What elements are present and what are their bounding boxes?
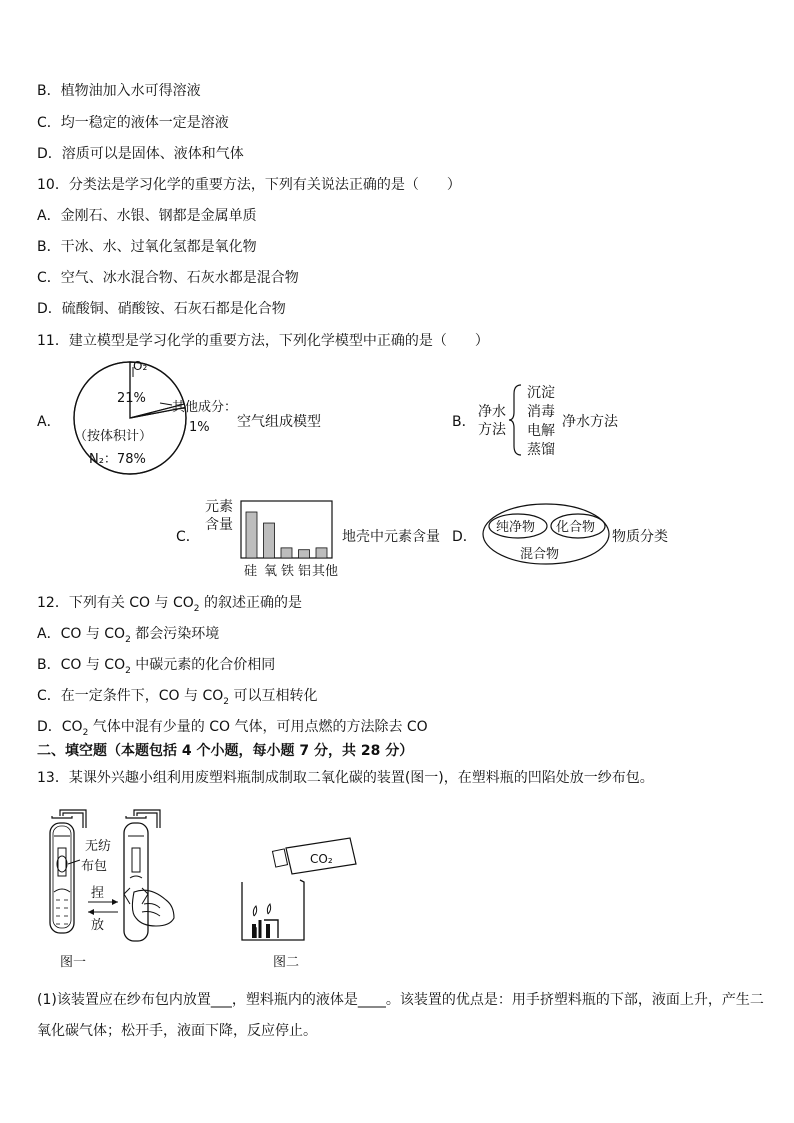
purify-caption: 净水方法 xyxy=(562,414,618,430)
n2-label: N₂：78% xyxy=(89,452,146,467)
figure-2-label: 图二 xyxy=(273,955,300,970)
crust-tick-label-1: 氧 xyxy=(264,564,278,579)
q9-option-b: B．植物油加入水可得溶液 xyxy=(37,83,201,99)
crust-tick-label-3: 铝 xyxy=(298,564,312,579)
crust-ylabel-2: 含量 xyxy=(205,517,233,533)
apparatus-figures xyxy=(30,808,390,973)
purify-label-1: 净水 xyxy=(478,404,506,420)
purify-item-1: 沉淀 xyxy=(527,385,555,401)
q11-option-b-letter: B． xyxy=(452,414,476,430)
squeeze-label: 捏 xyxy=(91,886,105,901)
q13-stem: 13．某课外兴趣小组利用废塑料瓶制成制取二氧化碳的装置(图一)，在塑料瓶的凹陷处放一纱布包。 xyxy=(37,770,654,786)
air-composition-pie xyxy=(60,355,260,475)
q10-option-a: A．金刚石、水银、钢都是金属单质 xyxy=(37,208,257,224)
pure-substance-label: 纯净物 xyxy=(496,520,536,535)
q12-option-a: A．CO 与 $CO_2$ 都会污染环境 xyxy=(37,626,220,645)
q11-option-d-letter: D． xyxy=(452,529,477,545)
q10-option-b: B．干冰、水、过氧化氢都是氧化物 xyxy=(37,239,257,255)
o2-percent: 21% xyxy=(117,391,146,406)
crust-bar-1 xyxy=(264,523,275,558)
q11-option-c-letter: C． xyxy=(176,529,200,545)
crust-bar-2 xyxy=(281,548,292,558)
hand xyxy=(132,890,174,926)
by-volume-label: （按体积计） xyxy=(74,429,153,444)
q12-option-c: C．在一定条件下，CO 与 $CO_2$ 可以互相转化 xyxy=(37,688,318,707)
substance-classification xyxy=(480,500,615,570)
purify-item-2: 消毒 xyxy=(527,404,555,420)
crust-tick-label-4: 其他 xyxy=(312,564,339,579)
figure-2-beaker xyxy=(242,880,304,940)
q9-option-c: C．均一稳定的液体一定是溶液 xyxy=(37,115,229,131)
q10-option-d: D．硫酸铜、硝酸铵、石灰石都是化合物 xyxy=(37,301,286,317)
crust-caption: 地壳中元素含量 xyxy=(342,529,440,545)
q10-option-c: C．空气、冰水混合物、石灰水都是混合物 xyxy=(37,270,299,286)
q13-part-1-line-2: 氧化碳气体；松开手，液面下降，反应停止。 xyxy=(37,1023,317,1039)
mixture-label: 混合物 xyxy=(520,547,560,562)
crust-tick-label-2: 铁 xyxy=(281,564,295,579)
other-label: 其他成分： xyxy=(172,400,238,415)
q12-option-b: B．CO 与 $CO_2$ 中碳元素的化合价相同 xyxy=(37,657,276,676)
o2-label: O₂ xyxy=(133,359,148,373)
other-percent: 1% xyxy=(189,420,210,435)
co2-bottle xyxy=(272,838,356,874)
other-leader-line xyxy=(160,403,172,405)
q13-part-1-line-1: (1)该装置应在纱布包内放置___，塑料瓶内的液体是____。该装置的优点是：用手挤塑料瓶的下部，液面上升，产生二 xyxy=(37,992,764,1008)
q9-option-d: D．溶质可以是固体、液体和气体 xyxy=(37,146,244,162)
bag-label-2: 布包 xyxy=(81,859,108,874)
crust-bar-0 xyxy=(246,512,257,558)
classification-caption: 物质分类 xyxy=(612,529,668,545)
release-label: 放 xyxy=(91,918,105,933)
co2-bottle-label: CO₂ xyxy=(310,852,333,866)
figure-1-label: 图一 xyxy=(60,955,87,970)
crust-ylabel-1: 元素 xyxy=(205,499,233,515)
q12-option-d: D．$CO_2$ 气体中混有少量的 CO 气体，可用点燃的方法除去 CO xyxy=(37,719,428,738)
compound-label: 化合物 xyxy=(556,520,596,535)
air-model-caption: 空气组成模型 xyxy=(237,414,321,430)
crust-tick-label-0: 硅 xyxy=(244,564,258,579)
crust-bar-3 xyxy=(299,550,310,558)
q11-option-a-letter: A． xyxy=(37,414,61,430)
section-2-heading: 二、填空题（本题包括 4 个小题，每小题 7 分，共 28 分） xyxy=(37,743,414,759)
purify-item-4: 蒸馏 xyxy=(527,442,555,458)
figure-1-squeezed-tube xyxy=(124,810,174,941)
q10-stem: 10．分类法是学习化学的重要方法，下列有关说法正确的是（ ） xyxy=(37,177,461,193)
purify-brace xyxy=(507,382,525,458)
bag-label-1: 无纺 xyxy=(85,839,112,854)
purify-item-3: 电解 xyxy=(527,423,555,439)
crust-element-bar-chart xyxy=(240,500,339,580)
q11-stem: 11．建立模型是学习化学的重要方法，下列化学模型中正确的是（ ） xyxy=(37,333,489,349)
purify-label-2: 方法 xyxy=(478,422,506,438)
crust-bar-4 xyxy=(316,548,327,558)
q12-stem: 12．下列有关 CO 与 $CO_2$ 的叙述正确的是 xyxy=(37,595,302,614)
